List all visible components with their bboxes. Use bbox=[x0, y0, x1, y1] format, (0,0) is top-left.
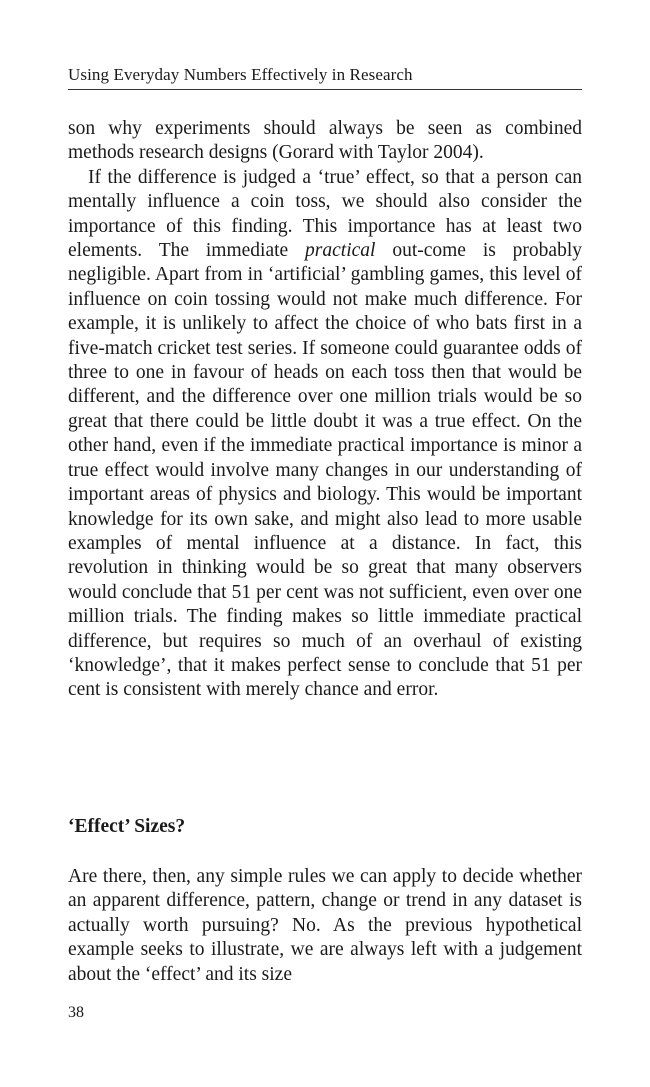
section-paragraph: Are there, then, any simple rules we can apply to decide whether an apparent difference, pattern, change or trend in any dataset is actually worth pursuing? No. As the previous hypothetical example seeks to illustrate, we are always left with a judgement about the ‘effect’ and its size bbox=[68, 866, 582, 985]
paragraph-2 bbox=[68, 166, 582, 703]
paragraph-2-part-2: out-come is probably negligible. Apart from in ‘artificial’ gambling games, this level of influence on coin tossing would not make much difference. For example, it is unlikely to affect the choice of who bats first in a five-match cricket test series. If someone could guarantee odds of three to one in favour of heads on each toss then that would be different, and the difference over one million trials would be so great that there could be little doubt it was a true effect. On the other hand, even if the immediate practical importance is minor a true effect would involve many changes in our understanding of important areas of physics and biology. This would be important knowledge for its own sake, and might also lead to more usable examples of mental influence at a distance. In fact, this revolution in thinking would be so great that many observers would conclude that 51 per cent was not sufficient, even over one million trials. The finding makes so little immediate practical difference, but requires so much of an overhaul of existing ‘knowledge’, that it makes perfect sense to conclude that 51 per cent is consistent with merely chance and error. bbox=[68, 240, 583, 701]
section-heading: ‘Effect’ Sizes? bbox=[68, 816, 186, 837]
paragraph-2-part-1: If the difference is judged a ‘true’ effect, so that a person can mentally influence a coin toss, we should also consider the importance of this finding. This importance has at least two elements. The immediate bbox=[68, 166, 582, 262]
paragraph-1: son why experiments should always be seen as combined methods research designs (Gorard with Taylor 2004). bbox=[68, 118, 582, 164]
body-text bbox=[68, 117, 582, 703]
section-text bbox=[68, 865, 582, 987]
page-number: 38 bbox=[68, 1004, 84, 1021]
running-head: Using Everyday Numbers Effectively in Research bbox=[68, 64, 582, 90]
paragraph-2-italic: practical bbox=[305, 240, 376, 262]
